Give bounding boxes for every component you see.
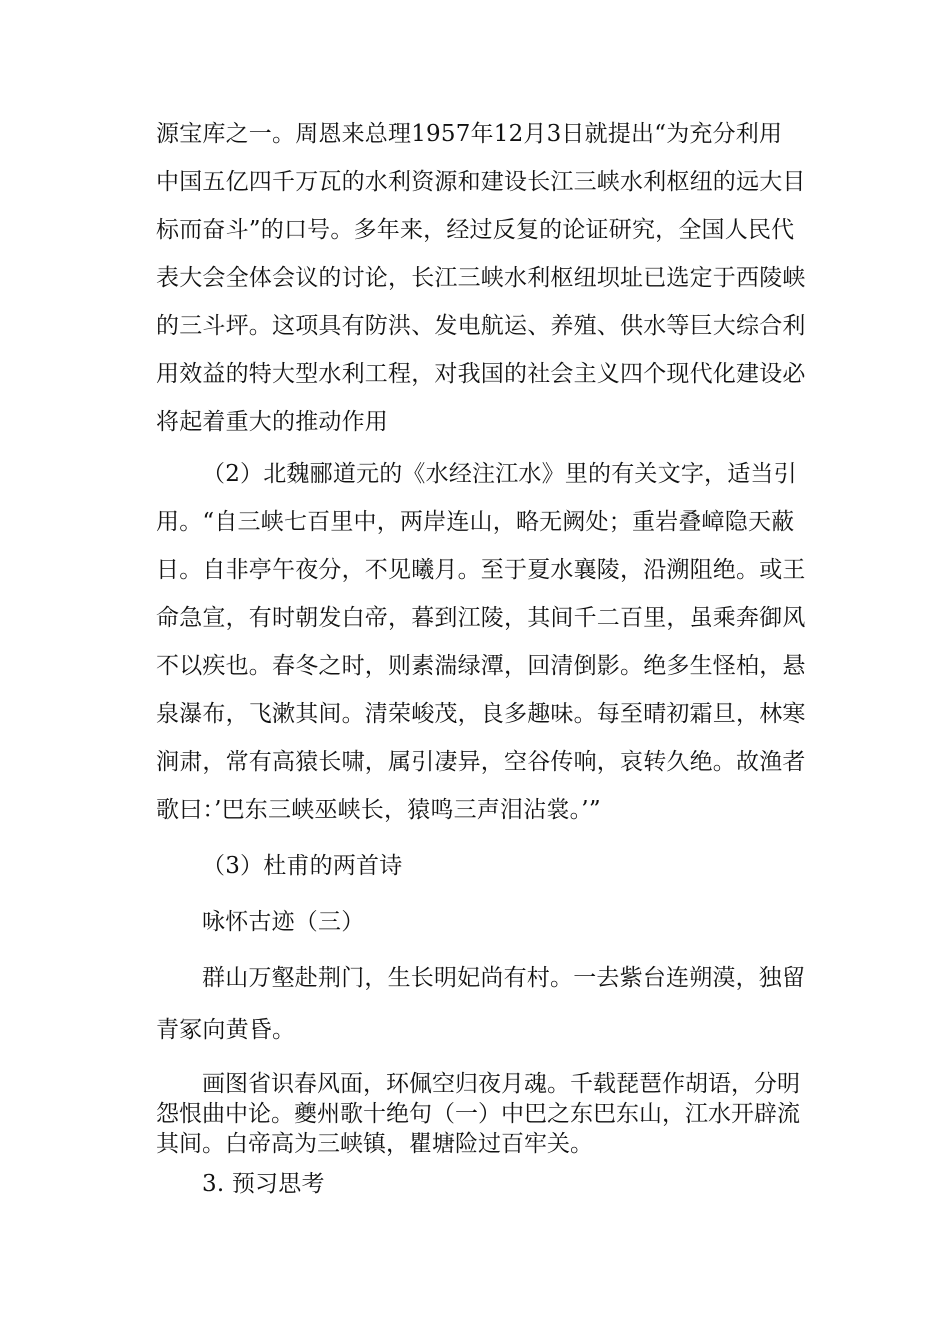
text-line: 群山万壑赴荆门，生长明妃尚有村。一去紫台连朔漠，独留 bbox=[202, 965, 806, 991]
text-line: 泉瀑布，飞漱其间。清荣峻茂，良多趣味。每至晴初霜旦，林寒 bbox=[156, 701, 806, 727]
text-line: 源宝库之一。周恩来总理1957年12月3日就提出“为充分利用 bbox=[156, 121, 783, 147]
text-line: 咏怀古迹（三） bbox=[202, 909, 365, 935]
text-line: 将起着重大的推动作用 bbox=[156, 409, 388, 435]
text-line: 涧肃，常有高猿长啸，属引凄异，空谷传响，哀转久绝。故渔者 bbox=[156, 749, 806, 775]
text-line: 日。自非亭午夜分，不见曦月。至于夏水襄陵，沿溯阻绝。或王 bbox=[156, 557, 806, 583]
text-line: 怨恨曲中论。夔州歌十绝句（一）中巴之东巴东山，江水开辟流 bbox=[156, 1101, 800, 1127]
text-line: （2）北魏郦道元的《水经注江水》里的有关文字，适当引 bbox=[202, 461, 797, 487]
text-line: 画图省识春风面，环佩空归夜月魂。千载琵琶作胡语，分明 bbox=[202, 1071, 800, 1097]
text-line: 其间。白帝高为三峡镇，瞿塘险过百牢关。 bbox=[156, 1131, 593, 1157]
text-line: （3）杜甫的两首诗 bbox=[202, 853, 403, 879]
text-line: 的三斗坪。这项具有防洪、发电航运、养殖、供水等巨大综合利 bbox=[156, 313, 806, 339]
text-line: 标而奋斗”的口号。多年来，经过反复的论证研究，全国人民代 bbox=[156, 217, 795, 243]
section-heading: 3. 预习思考 bbox=[202, 1171, 325, 1197]
text-line: 中国五亿四千万瓦的水利资源和建设长江三峡水利枢纽的远大目 bbox=[156, 169, 806, 195]
text-line: 不以疾也。春冬之时，则素湍绿潭，回清倒影。绝多生怪柏，悬 bbox=[156, 653, 806, 679]
text-line: 命急宣，有时朝发白帝，暮到江陵，其间千二百里，虽乘奔御风 bbox=[156, 605, 806, 631]
text-line: 青冢向黄昏。 bbox=[156, 1017, 296, 1043]
text-line: 表大会全体会议的讨论，长江三峡水利枢纽坝址已选定于西陵峡 bbox=[156, 265, 806, 291]
text-line: 用效益的特大型水利工程，对我国的社会主义四个现代化建设必 bbox=[156, 361, 806, 387]
text-line: 用。“自三峡七百里中，两岸连山，略无阙处；重岩叠嶂隐天蔽 bbox=[156, 509, 795, 535]
text-line: 歌曰：’巴东三峡巫峡长，猿鸣三声泪沾裳。’” bbox=[156, 797, 601, 823]
